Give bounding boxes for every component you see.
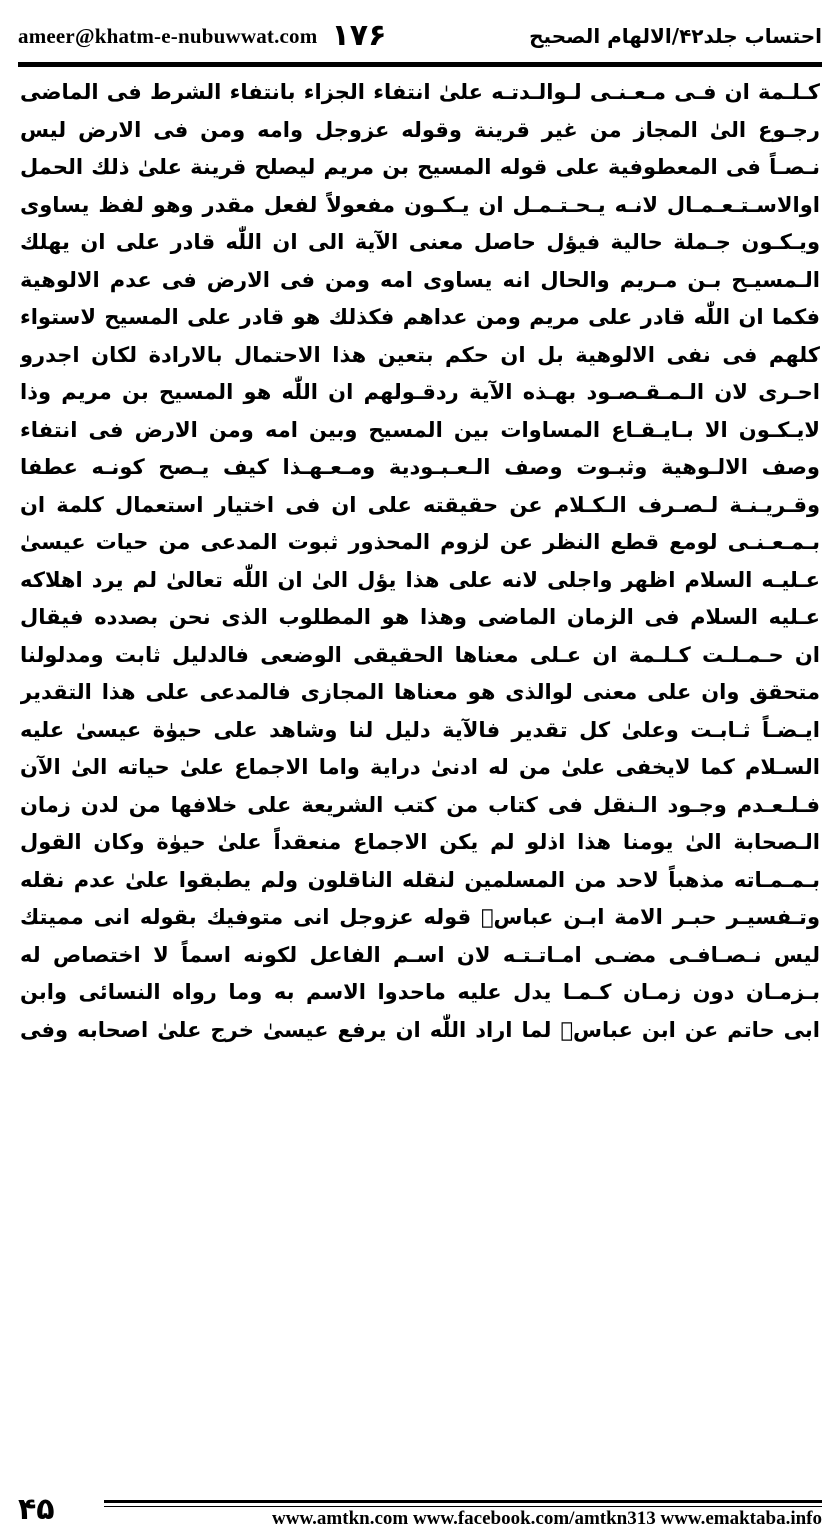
header-email: ameer@khatm-e-nubuwwat.com — [18, 23, 318, 48]
text-line: الـصحابة الیٰ یومنا هذا اذلو لم یکن الاجماع منعقداً علیٰ حیوٰة وکان القول — [20, 830, 820, 854]
body-text — [20, 74, 820, 1474]
footer-rule-thin — [104, 1506, 822, 1507]
text-line: ایـضـاً ثـابـت وعلیٰ کل تقدیر فالآیة دلیل لنا وشاهد علی حیوٰة عیسیٰ علیه — [20, 717, 820, 742]
text-line: بـزمـان دون زمـان کـمـا یدل علیه ماحدوا الاسم به وما رواه النسائی وابن — [20, 980, 820, 1004]
text-line: وصف الالـوهیة وثبـوت وصف الـعـبـودیة ومـعـهـذا کیف یـصح کونـه عطفا — [20, 455, 820, 479]
text-line: کلهم فی نفی الالوهیة بل ان حکم بتعین هذا الاحتمال بالارادة لکان اجدرو — [20, 342, 820, 367]
text-line: ابی حاتم عن ابن عباسؓ لما اراد اللّٰه ان یرفع عیسیٰ خرج علیٰ اصحابه وفی — [20, 1017, 820, 1042]
footer-links[interactable]: www.amtkn.com www.facebook.com/amtkn313 www.emaktaba.info — [272, 1508, 822, 1529]
text-line: لایـکـون الا بـایـقـاع المساوات بین المسیح وبین امه ومن الارض فی انتفاء — [20, 417, 820, 442]
header-left — [18, 18, 387, 53]
text-line: فـلـعـدم وجـود الـنقل فی کتاب من کتب الشریعة علی خلافها من لدن زمان — [20, 792, 820, 817]
text-line: عـلیـه السلام اظهر واجلی لانه علی هذا یؤل الیٰ ان اللّٰه تعالیٰ لم یرد اهلاکه — [20, 567, 820, 592]
text-line: بـمـعـنـی لومع قطع النظر عن لزوم المحذور ثبوت المدعی من حیات عیسیٰ — [20, 530, 820, 554]
text-line: رجـوع الیٰ المجاز من غیر قرینة وقوله عزوجل وامه ومن فی الارض لیس — [20, 117, 820, 142]
page-header — [18, 14, 822, 58]
text-line: فکما ان اللّٰه قادر علی مریم ومن عداهم فکذلك هو قادر علی المسیح لاستواء — [20, 305, 820, 329]
text-line: الـمسیـح بـن مـریم والحال انه یساوی امه ومن فی الارض فی عدم الالوهیة — [20, 267, 820, 292]
text-line: السـلام کما لایخفی علیٰ من له ادنیٰ درایة واما الاجماع علیٰ حیاته الیٰ الآن — [20, 755, 820, 779]
text-line: ان حـمـلـت کـلـمة ان عـلی معناها الحقیقی الوضعی فالدلیل ثابت ومدلولنا — [20, 642, 820, 667]
text-line: وقـریـنـة لـصـرف الـکـلام عن حقیقته علی ان فی اختیار استعمال کلمة ان — [20, 492, 820, 517]
footer-page-number: ۴۵ — [18, 1492, 55, 1527]
text-line: اوالاسـتـعـمـال لانـه یـحـتـمـل ان یـکـون مفعولاً لفعل مقدر وهو لفظ یساوی — [20, 192, 820, 217]
text-line: متحقق وان علی معنی لوالذی هو معناها المجازی فالمدعی علی هذا التقدیر — [20, 680, 820, 704]
text-line: ویـکـون جـملة حالیة فیؤل حاصل معنی الآیة الی ان اللّٰه قادر علی ان یهلك — [20, 230, 820, 254]
text-line: لیس نـصـافـی مضـی امـاتـتـه لان اسـم الفاعل لکونه اسماً لا اختصاص له — [20, 942, 820, 967]
text-line: نـصـاً فی المعطوفیة علی قوله المسیح بن مریم لیصلح قرینة علیٰ ذلك الحمل — [20, 155, 820, 179]
header-page-number: ۱۷۶ — [331, 18, 387, 53]
text-line: کـلـمة ان فـی مـعـنـی لـوالـدتـه علیٰ انتفاء الجزاء بانتفاء الشرط فی الماضی — [20, 80, 820, 104]
header-book-title: احتساب جلد۴۲/الالهام الصحیح — [529, 24, 822, 48]
text-line: وتـفسیـر حبـر الامة ابـن عباسؓ قوله عزوجل انی متوفیك بقوله انی ممیتك — [20, 905, 820, 929]
header-rule — [18, 62, 822, 67]
page-footer — [18, 1492, 822, 1532]
text-line: عـلیه السلام فی الزمان الماضی وهذا هو المطلوب الذی نحن بصدده فیقال — [20, 605, 820, 629]
footer-rule — [104, 1500, 822, 1503]
text-line: بـمـمـاته مذهباً لاحد من المسلمین لنقله الناقلون ولم یطبقوا علیٰ عدم نقله — [20, 867, 820, 892]
text-line: احـری لان الـمـقـصـود بهـذه الآیة ردقـولهم ان اللّٰه هو المسیح بن مریم وذا — [20, 380, 820, 404]
